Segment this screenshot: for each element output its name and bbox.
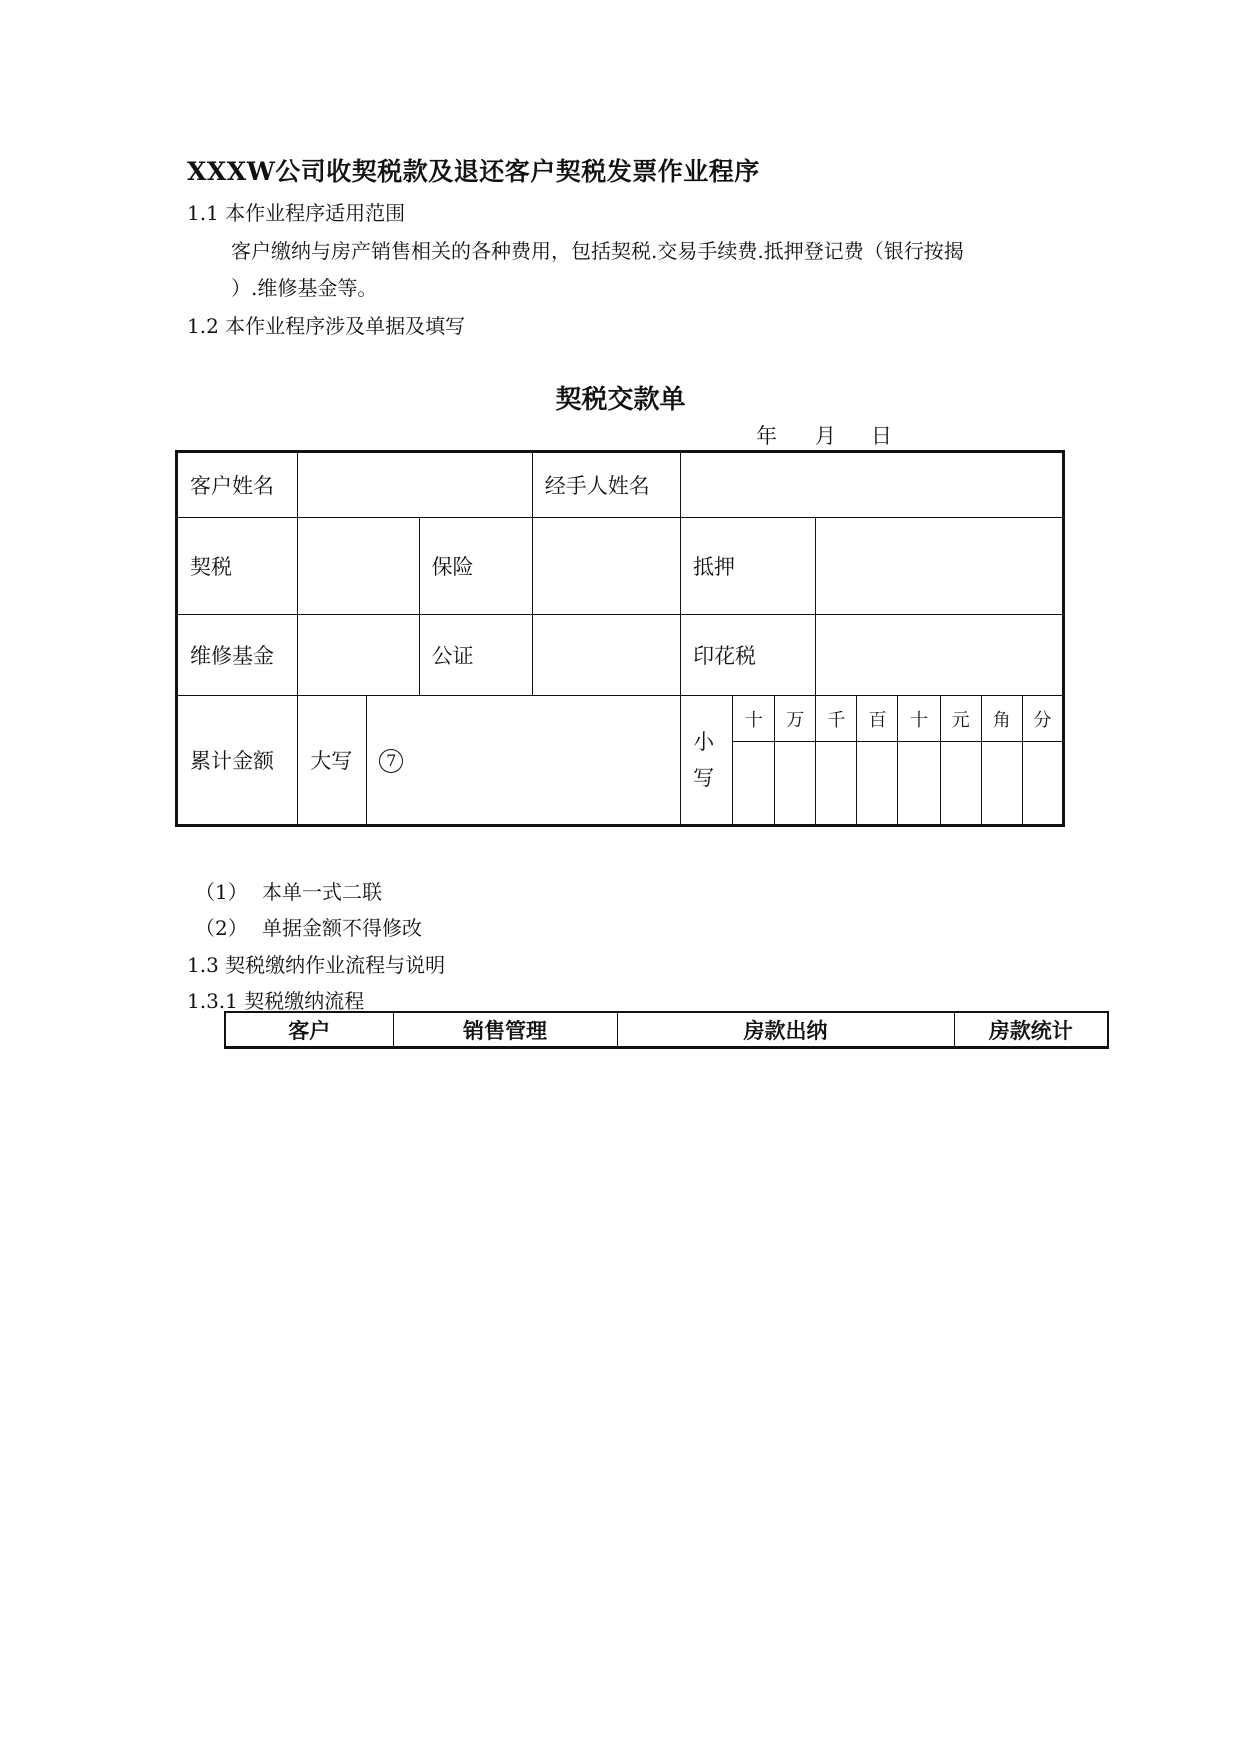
insurance-label: 保险	[419, 518, 532, 615]
uppercase-label: 大写	[298, 696, 367, 826]
section-1-1-heading: 1.1 本作业程序适用范围	[187, 201, 406, 225]
section-1-3-heading: 1.3 契税缴纳作业流程与说明	[187, 953, 446, 977]
notary-field[interactable]	[532, 615, 680, 696]
handler-name-field[interactable]	[681, 452, 1064, 518]
section-1-1-paragraph-line-2: ）.维修基金等。	[231, 276, 378, 300]
customer-name-label: 客户姓名	[177, 452, 298, 518]
insurance-field[interactable]	[532, 518, 680, 615]
form-row-maintenance	[177, 615, 1064, 696]
notary-label: 公证	[419, 615, 532, 696]
form-row-deed-tax	[177, 518, 1064, 615]
lowercase-label: 小 写	[681, 696, 733, 826]
digit-unit-ten-thousand-tens: 十	[733, 696, 775, 742]
document-title: XXXW公司收契税款及退还客户契税发票作业程序	[187, 157, 760, 186]
flow-header-table	[224, 1011, 1109, 1049]
stamp-tax-field[interactable]	[816, 615, 1064, 696]
flow-header-payment-cashier: 房款出纳	[617, 1012, 954, 1048]
form-row-total-units	[177, 696, 1064, 742]
digit-unit-bai: 百	[857, 696, 898, 742]
circled-number-marker: 7	[379, 749, 403, 773]
digit-field[interactable]	[816, 742, 857, 826]
note-1-text: 本单一式二联	[262, 880, 382, 904]
uppercase-amount-field[interactable]	[367, 696, 681, 826]
date-day-label: 日	[871, 424, 892, 448]
digit-unit-jiao: 角	[981, 696, 1022, 742]
digit-field[interactable]	[775, 742, 816, 826]
digit-field[interactable]	[733, 742, 775, 826]
digit-unit-shi: 十	[898, 696, 940, 742]
digit-field[interactable]	[1022, 742, 1063, 826]
digit-unit-qian: 千	[816, 696, 857, 742]
deed-tax-field[interactable]	[298, 518, 419, 615]
customer-name-field[interactable]	[298, 452, 533, 518]
digit-field[interactable]	[857, 742, 898, 826]
section-1-2-heading: 1.2 本作业程序涉及单据及填写	[187, 314, 466, 338]
deed-tax-label: 契税	[177, 518, 298, 615]
form-title: 契税交款单	[555, 385, 686, 415]
date-year-label: 年	[756, 424, 777, 448]
mortgage-label: 抵押	[681, 518, 816, 615]
mortgage-field[interactable]	[816, 518, 1064, 615]
note-1-number: （1）	[195, 880, 248, 904]
date-month-label: 月	[815, 424, 836, 448]
flow-header-customer: 客户	[225, 1012, 393, 1048]
handler-name-label: 经手人姓名	[532, 452, 680, 518]
maintenance-fund-label: 维修基金	[177, 615, 298, 696]
maintenance-fund-field[interactable]	[298, 615, 419, 696]
total-amount-label: 累计金额	[177, 696, 298, 826]
digit-field[interactable]	[981, 742, 1022, 826]
note-2-number: （2）	[195, 916, 248, 940]
digit-unit-wan: 万	[775, 696, 816, 742]
digit-field[interactable]	[940, 742, 981, 826]
form-row-names	[177, 452, 1064, 518]
digit-unit-yuan: 元	[940, 696, 981, 742]
note-2-text: 单据金额不得修改	[262, 916, 422, 940]
section-1-3-1-heading: 1.3.1 契税缴纳流程	[187, 989, 365, 1013]
flow-header-sales-management: 销售管理	[393, 1012, 617, 1048]
digit-unit-fen: 分	[1022, 696, 1063, 742]
deed-tax-payment-form	[175, 450, 1065, 827]
flow-header-payment-statistics: 房款统计	[954, 1012, 1108, 1048]
stamp-tax-label: 印花税	[681, 615, 816, 696]
section-1-1-paragraph-line-1: 客户缴纳与房产销售相关的各种费用，包括契税.交易手续费.抵押登记费（银行按揭	[231, 239, 964, 263]
digit-field[interactable]	[898, 742, 940, 826]
